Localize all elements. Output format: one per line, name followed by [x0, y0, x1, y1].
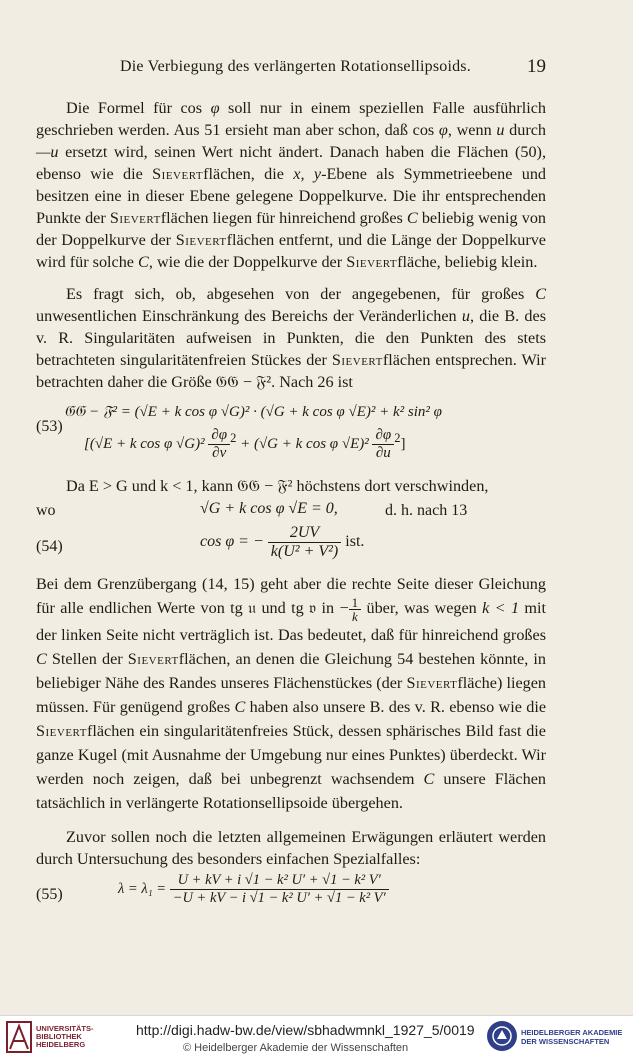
name-smallcaps: Sievert — [152, 165, 204, 183]
copyright-notice: © Heidelberger Akademie der Wissenschaften — [183, 1042, 409, 1054]
paragraph-3 — [36, 572, 546, 815]
name-smallcaps: Sievert — [109, 209, 161, 227]
text-span: unwesentlichen Einschränkung des Bereichs der Veränderlichen — [36, 307, 462, 325]
fraction — [349, 596, 362, 623]
text-span: flächen, an denen die Gleichung 54 bestehen könnte, in beliebiger Nähe des Randes unseres Flächenstückes (der — [36, 650, 546, 692]
name-smallcaps: Sievert — [36, 722, 87, 740]
numerator: 1 — [349, 596, 362, 610]
text-span: Zuvor sollen noch die letzten allgemeinen Erwägungen erläutert werden durch Untersuchung des besonders einfachen Spezialfalles: — [36, 828, 546, 868]
text-span: ersetzt wird, seinen Wert nicht ändert. Danach haben die Flächen (50), ebenso wie die — [36, 143, 546, 183]
label-wo: wo — [36, 502, 56, 519]
sentence-da — [36, 475, 546, 497]
equation-text: λ = λ₁ = — [118, 880, 167, 897]
numerator: ∂φ — [208, 427, 230, 445]
text-span: , wenn — [447, 121, 497, 139]
text-span: Da E > G und k < 1, kann 𝔊𝔊 − 𝔉² höchstens dort verschwinden, — [66, 477, 489, 495]
fraction — [372, 427, 394, 462]
text-span: über, was wegen — [361, 599, 483, 618]
denominator: ∂u — [375, 445, 391, 461]
equation-wo: √G + k cos φ √E = 0, — [200, 500, 338, 517]
equation-number-54: (54) — [36, 538, 63, 555]
text-span: fläche) liegen müssen. Für genügend großes — [36, 674, 547, 716]
equation-text: cos φ = − — [200, 533, 264, 551]
denominator: ∂v — [212, 445, 227, 461]
math-span: C — [406, 209, 418, 227]
text-span: flächen, die — [203, 165, 294, 183]
name-smallcaps: Sievert — [331, 351, 383, 369]
text-span: beliebig wenig von der Doppelkurve der — [36, 209, 547, 249]
name-smallcaps: Sievert — [406, 674, 458, 692]
fraction — [170, 872, 389, 907]
academy-seal-icon — [487, 1021, 517, 1051]
equation-text: [(√E + k cos φ √G)² — [84, 435, 205, 452]
text-span: haben also unsere B. des v. R. ebenso wie die — [245, 698, 546, 716]
numerator: U + kV + i √1 − k² U′ + √1 − k² V′ — [170, 872, 389, 890]
viewer-footer — [0, 1015, 633, 1058]
text-span: unsere Flächen tatsächlich in verlängerte Rotationsellipsoide übergehen. — [36, 770, 546, 812]
text-span: Bei dem Grenzübergang (14, 15) geht aber die rechte Seite dieser Gleichung für alle endlichen Werte von tg 𝔲 und tg 𝔳 in − — [36, 575, 546, 618]
fraction — [268, 524, 341, 561]
university-library-logo-icon — [6, 1021, 32, 1053]
equation-text: + (√G + k cos φ √E)² — [240, 435, 369, 452]
math-span: C — [36, 650, 47, 668]
name-smallcaps: Sievert — [175, 231, 227, 249]
equation-54 — [200, 524, 364, 561]
paragraph-1 — [36, 97, 546, 273]
equation-55 — [118, 872, 389, 907]
text-span: fläche, beliebig klein. — [397, 253, 538, 271]
math-span: C — [423, 770, 435, 788]
text-span: flächen entfernt, und die Länge der Doppelkurve wird für solche — [36, 231, 546, 271]
paragraph-2 — [36, 283, 546, 393]
equation-text: 𝔊𝔊 − 𝔉² = (√E + k cos φ √G)² · (√G + k cos φ √E)² + k² sin² φ — [64, 404, 442, 420]
text-span: , die B. des v. R. Singularitäten aufweisen in Punkten, die den Punkten des stets betrachteten singularitätenfreien Stückes der — [36, 307, 546, 369]
paragraph-4 — [36, 826, 546, 870]
math-span: —u — [36, 143, 59, 161]
running-title: Die Verbiegung des verlängerten Rotationsellipsoids. — [120, 58, 471, 75]
equation-text: ist. — [345, 533, 365, 551]
numerator: ∂φ — [372, 427, 394, 445]
numerator: 2UV — [268, 524, 341, 543]
math-span: u — [461, 307, 470, 325]
page-number: 19 — [527, 56, 546, 77]
text-span: durch — [504, 121, 547, 139]
name-smallcaps: Sievert — [127, 650, 179, 668]
permalink-url[interactable]: http://digi.hadw-bw.de/view/sbhadwmnkl_1927_5/0019 — [136, 1022, 475, 1038]
text-span: Es fragt sich, ob, abgesehen von der angegebenen, für großes — [66, 285, 536, 303]
text-span: flächen liegen für hinreichend großes — [160, 209, 407, 227]
math-span: C — [138, 253, 149, 271]
equation-53-line-1 — [64, 403, 442, 421]
math-span: u — [496, 121, 505, 139]
math-span: k < 1 — [482, 599, 520, 618]
text-span: -Ebene als Symmetrieebene und besitzen eine in dieser Ebene gelegene Doppelkurve. Die ihr entsprechenden Punkte der — [36, 165, 547, 227]
library-name: UNIVERSITÄTS- BIBLIOTHEK HEIDELBERG — [36, 1024, 94, 1049]
text-span: soll nur in einem speziellen Falle ausführlich geschrieben werden. Aus 51 ersieht man aber schon, daß cos — [36, 99, 546, 139]
text-span: flächen entsprechen. Wir betrachten daher die Größe 𝔊𝔊 − 𝔉². Nach 26 ist — [36, 351, 546, 391]
text-span: mit der linken Seite nicht verträglich ist. Das bedeutet, daß für hinreichend großes — [36, 599, 547, 644]
text-span: , wie die der Doppelkurve der — [148, 253, 347, 271]
denominator: k(U² + V²) — [270, 543, 339, 560]
fraction — [208, 427, 230, 462]
math-span: φ — [438, 121, 448, 139]
denominator: k — [351, 609, 358, 624]
equation-number-55: (55) — [36, 886, 63, 903]
math-span: C — [535, 285, 546, 303]
math-span: C — [234, 698, 246, 716]
text-span: Stellen der — [46, 650, 128, 668]
equation-wo-tail: d. h. nach 13 — [385, 502, 468, 519]
text-span: Die Formel für cos — [66, 99, 211, 117]
denominator: −U + kV − i √1 − k² U′ + √1 − k² V′ — [172, 890, 386, 906]
running-header — [0, 52, 633, 80]
math-span: φ — [210, 99, 220, 117]
equation-number-53: (53) — [36, 418, 63, 435]
name-smallcaps: Sievert — [346, 253, 398, 271]
text-span: flächen ein singularitätenfreies Stück, dessen sphärisches Bild fast die ganze Kugel (mit Ausnahme der Umgebung nur eines Punktes) überdeckt. Wir werden noch zeigen, daß bei unbegrenzt wachsendem — [36, 722, 546, 788]
equation-53-line-2: [(√E + k cos φ √G)² $\frac{\partial\varphi}{\partial v}$ $^2$ + (√G + k cos φ √E)² $\frac{\partial\varphi}{\partial u}$ $^2$] — [84, 427, 406, 461]
academy-name: HEIDELBERGER AKADEMIE DER WISSENSCHAFTEN — [521, 1028, 623, 1046]
math-span: x, y — [293, 165, 322, 183]
